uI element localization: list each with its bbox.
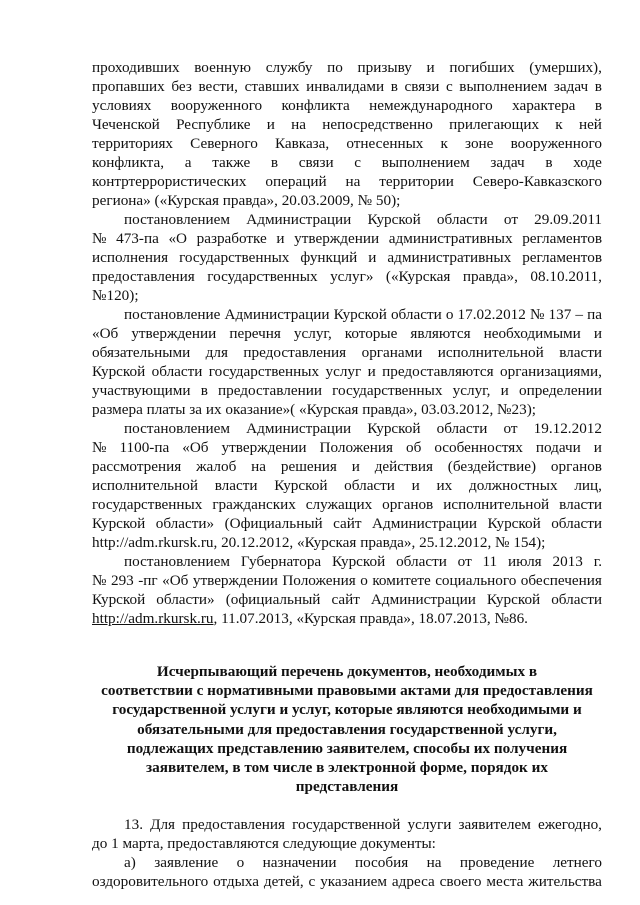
word: предоставления <box>92 268 195 285</box>
heading-line: Исчерпывающий перечень документов, необходимых в <box>156 663 538 680</box>
word: а <box>184 154 192 171</box>
word: в <box>545 154 553 171</box>
word: области» <box>156 591 215 608</box>
word: Курской <box>274 477 328 494</box>
word: 1100-па <box>119 439 170 456</box>
text-line <box>92 248 602 267</box>
word: постановлением <box>124 553 231 570</box>
word: государственных <box>208 363 320 380</box>
word: области <box>396 553 447 570</box>
word: утверждении <box>294 230 380 247</box>
word: к <box>555 116 563 133</box>
word: 19.12.2012 <box>533 420 602 437</box>
word: 17.02.2012 <box>457 306 526 323</box>
word: летнего <box>552 854 602 871</box>
word: Чеченской <box>92 116 160 133</box>
word: Положения <box>282 572 356 589</box>
word: и <box>266 116 275 133</box>
word: области <box>151 363 203 380</box>
word: -пг <box>138 572 158 589</box>
word: вести, <box>198 78 238 95</box>
word: лиц, <box>574 477 602 494</box>
section-heading <box>92 662 602 796</box>
text-line <box>92 495 602 514</box>
word: 137 <box>548 306 572 323</box>
word: и <box>500 382 509 399</box>
word: от <box>457 553 472 570</box>
word: – <box>575 306 583 323</box>
word: 473-па <box>116 230 159 247</box>
text-line <box>124 853 602 872</box>
word: контртеррористических <box>92 173 247 190</box>
word: услуг» <box>330 268 374 285</box>
word: («Курская <box>385 268 451 285</box>
word: предоставления <box>243 344 347 361</box>
text-line <box>92 77 602 96</box>
word: области <box>390 306 442 323</box>
text-line: до 1 марта, предоставляются следующие документы: <box>92 835 436 852</box>
word: пропавших <box>92 78 165 95</box>
word: детей, <box>263 873 304 890</box>
word: 29.09.2011 <box>534 211 602 228</box>
text-line <box>92 438 602 457</box>
adm-rkursk-link[interactable]: http://adm.rkursk.ru <box>92 610 214 627</box>
word: 08.10.2011, <box>530 268 602 285</box>
text-line: региона» («Курская правда», 20.03.2009, № 50); <box>92 192 401 209</box>
word: «Об <box>182 439 209 456</box>
word: и <box>276 230 285 247</box>
word: области <box>344 477 395 494</box>
word: должностных <box>468 477 558 494</box>
word: Курской <box>333 306 387 323</box>
word: Северо-Кавказского <box>472 173 602 190</box>
word: жительства <box>528 873 602 890</box>
word: государственной <box>292 816 401 833</box>
text-line <box>92 267 602 286</box>
word: па <box>587 306 602 323</box>
word: Северного <box>190 135 258 152</box>
word: области <box>551 515 602 532</box>
word: исполнительной <box>437 344 544 361</box>
word: Кавказа, <box>274 135 330 152</box>
word: службу <box>265 59 313 76</box>
word: в <box>200 382 208 399</box>
word: и <box>426 59 435 76</box>
word: выполнением <box>381 154 470 171</box>
word: постановлением <box>124 420 231 437</box>
word: с <box>354 154 362 171</box>
word: № <box>92 230 107 247</box>
word: проведение <box>459 854 535 871</box>
word: сайт <box>333 515 362 532</box>
word: выполнением <box>459 78 548 95</box>
citation-text: , 11.07.2013, «Курская правда», 18.07.2013, №86. <box>213 610 528 627</box>
word: к <box>440 135 448 152</box>
word: и <box>593 439 602 456</box>
text-line <box>92 590 602 609</box>
text-line <box>92 115 602 134</box>
text-line <box>92 153 602 172</box>
word: Для <box>150 816 176 833</box>
text-line <box>92 381 602 400</box>
word: «О <box>168 230 187 247</box>
word: о <box>445 306 454 323</box>
word: заявление <box>154 854 219 871</box>
word: призыву <box>357 59 412 76</box>
word: органов <box>550 458 602 475</box>
word: решения <box>280 458 337 475</box>
word: указанием <box>320 873 388 890</box>
text-line <box>92 362 602 381</box>
word: регламентов <box>522 249 602 266</box>
word: исполнения <box>92 249 169 266</box>
word: от <box>503 211 518 228</box>
word: ходе <box>573 154 602 171</box>
word: 13. <box>124 816 143 833</box>
word: также <box>212 154 251 171</box>
word: Курской <box>92 591 146 608</box>
word: предоставления <box>182 816 285 833</box>
word: в <box>594 78 602 95</box>
text-line: №120); <box>92 287 139 304</box>
word: исполнительной <box>443 496 550 513</box>
word: области <box>551 591 602 608</box>
word: конфликта <box>281 97 350 114</box>
word: и <box>368 249 377 266</box>
word: (официальный <box>225 591 321 608</box>
word: территории <box>379 173 454 190</box>
word: власти <box>214 477 258 494</box>
word: подачи <box>535 439 581 456</box>
word: характера <box>512 97 576 114</box>
text-line <box>92 476 602 495</box>
text-line <box>92 514 602 533</box>
word: ставших <box>244 78 300 95</box>
word: отнесенных <box>346 135 424 152</box>
word: Курской <box>367 211 421 228</box>
word: а) <box>124 854 136 871</box>
word: ней <box>578 116 602 133</box>
word: (Официальный <box>224 515 323 532</box>
word: инвалидами <box>306 78 385 95</box>
word: 2013 <box>552 553 583 570</box>
text-line <box>92 324 602 343</box>
word: являются <box>410 325 471 342</box>
word: и <box>351 458 360 475</box>
word: государственных <box>92 496 203 513</box>
text-line <box>92 96 602 115</box>
word: исполнительной <box>92 477 198 494</box>
word: в <box>390 78 398 95</box>
word: связи <box>298 154 334 171</box>
word: органами <box>361 344 423 361</box>
word: жалоб <box>196 458 237 475</box>
word: определении <box>518 382 602 399</box>
word: Администрации <box>372 515 478 532</box>
word: Курской <box>92 515 146 532</box>
word: без <box>171 78 192 95</box>
word: государственных <box>332 382 443 399</box>
word: участвующими <box>92 382 191 399</box>
word: Курской <box>331 553 386 570</box>
heading-line: представления <box>295 778 399 796</box>
heading-line: заявителем, в том числе в электронной форме, порядок их <box>146 759 548 777</box>
word: Администрации <box>246 420 352 437</box>
word: функций <box>300 249 358 266</box>
word: зоне <box>465 135 494 152</box>
word: на <box>251 458 267 475</box>
text-line: http://adm.rkursk.ru, 20.12.2012, «Курская правда», 25.12.2012, № 154); <box>92 534 546 551</box>
text-line <box>124 305 602 324</box>
word: Администрации <box>246 211 352 228</box>
text-line <box>124 815 602 834</box>
text-line <box>92 172 602 191</box>
word: правда», <box>462 268 518 285</box>
word: регламентов <box>522 230 602 247</box>
word: обязательными <box>92 344 191 361</box>
word: (бездействие) <box>447 458 537 475</box>
word: места <box>486 873 524 890</box>
word: Администрации <box>224 306 330 323</box>
word: с <box>445 78 453 95</box>
word: рассмотрения <box>92 458 182 475</box>
word: на <box>291 116 307 133</box>
word: вооруженного <box>510 135 602 152</box>
heading-line: подлежащих представлению заявителем, способы их получения <box>126 739 568 757</box>
heading-line: обязательными для предоставления государственной услуги, <box>137 720 557 738</box>
word: обеспечения <box>520 572 602 589</box>
word: услуги <box>407 816 452 833</box>
word: которые <box>344 325 398 342</box>
word: в <box>594 97 602 114</box>
word: назначении <box>262 854 337 871</box>
word: утверждении <box>221 439 307 456</box>
word: пособия <box>354 854 409 871</box>
word: и <box>411 477 420 494</box>
word: особенностях <box>434 439 523 456</box>
word: погибших <box>449 59 515 76</box>
word: предоставляются <box>382 363 494 380</box>
text-line <box>92 872 602 891</box>
word: и <box>367 363 376 380</box>
word: непосредственно <box>322 116 433 133</box>
word: задач <box>553 78 589 95</box>
word: их <box>436 477 453 494</box>
word: утверждении <box>192 572 278 589</box>
word: с <box>308 873 316 890</box>
word: Губернатора <box>240 553 322 570</box>
word: Курской <box>92 363 146 380</box>
word: «Об <box>162 572 189 589</box>
text-line <box>124 210 602 229</box>
word: № <box>92 439 107 456</box>
text-line <box>92 457 602 476</box>
word: о <box>236 854 245 871</box>
word: прилегающих <box>449 116 540 133</box>
word: 293 <box>110 572 134 589</box>
text-line <box>92 134 602 153</box>
word: области» <box>155 515 215 532</box>
word: задач <box>490 154 525 171</box>
word: для <box>205 344 228 361</box>
text-line <box>124 419 602 438</box>
word: действия <box>374 458 433 475</box>
word: предоставлении <box>218 382 322 399</box>
word: по <box>327 59 343 76</box>
word: в <box>270 154 279 171</box>
word: необходимыми <box>483 325 581 342</box>
word: (умерших), <box>529 59 602 76</box>
word: государственных <box>179 249 290 266</box>
heading-line: соответствии с нормативными правовыми актами для предоставления <box>101 682 593 700</box>
word: государственных <box>207 268 318 285</box>
word: власти <box>559 344 602 361</box>
word: ежегодно, <box>537 816 602 833</box>
word: разработке <box>196 230 267 247</box>
word: перечня <box>229 325 281 342</box>
word: немеждународного <box>369 97 493 114</box>
text-line <box>92 343 602 362</box>
word: постановление <box>124 306 221 323</box>
text-line <box>92 571 602 590</box>
word: органов <box>382 496 434 513</box>
word: «Об <box>92 325 119 342</box>
word: области <box>436 211 488 228</box>
word: Администрации <box>370 591 476 608</box>
word: сайт <box>331 591 360 608</box>
word: вооруженного <box>170 97 263 114</box>
word: проходивших <box>92 59 180 76</box>
word: области <box>436 420 488 437</box>
word: операций <box>265 173 327 190</box>
word: постановлением <box>124 211 231 228</box>
word: о <box>360 572 368 589</box>
word: на <box>345 173 361 190</box>
word: условиях <box>92 97 152 114</box>
heading-line: государственной услуги и услуг, которые являются необходимыми и <box>112 701 582 719</box>
word: отдыха <box>213 873 259 890</box>
word: территориях <box>92 135 174 152</box>
word: № <box>92 572 107 589</box>
word: оздоровительного <box>92 873 209 890</box>
word: июля <box>507 553 542 570</box>
text-line <box>92 609 602 628</box>
text-line: размера платы за их оказание»( «Курская правда», 03.03.2012, №23); <box>92 401 537 418</box>
word: организациями, <box>500 363 602 380</box>
word: услуг, <box>452 382 491 399</box>
word: административных <box>388 230 513 247</box>
word: г. <box>593 553 602 570</box>
word: конфликта, <box>92 154 165 171</box>
text-line <box>92 229 602 248</box>
word: № <box>529 306 545 323</box>
word: Республике <box>176 116 251 133</box>
word: Положения <box>319 439 393 456</box>
word: Курской <box>487 515 541 532</box>
text-line <box>124 552 602 571</box>
word: услуг <box>325 363 362 380</box>
word: военную <box>194 59 252 76</box>
word: социального <box>435 572 517 589</box>
word: об <box>405 439 422 456</box>
text-line <box>92 58 602 77</box>
word: на <box>426 854 442 871</box>
word: утверждении <box>131 325 217 342</box>
word: адреса <box>391 873 435 890</box>
word: услуг, <box>293 325 332 342</box>
word: 11 <box>482 553 498 570</box>
word: служащих <box>305 496 373 513</box>
word: комитете <box>372 572 431 589</box>
word: власти <box>559 496 602 513</box>
word: от <box>503 420 518 437</box>
word: и <box>593 325 602 342</box>
word: гражданских <box>212 496 296 513</box>
word: административных <box>387 249 512 266</box>
word: заявителем <box>458 816 531 833</box>
word: своего <box>439 873 482 890</box>
word: связи <box>404 78 440 95</box>
word: Курской <box>486 591 541 608</box>
word: Курской <box>367 420 421 437</box>
